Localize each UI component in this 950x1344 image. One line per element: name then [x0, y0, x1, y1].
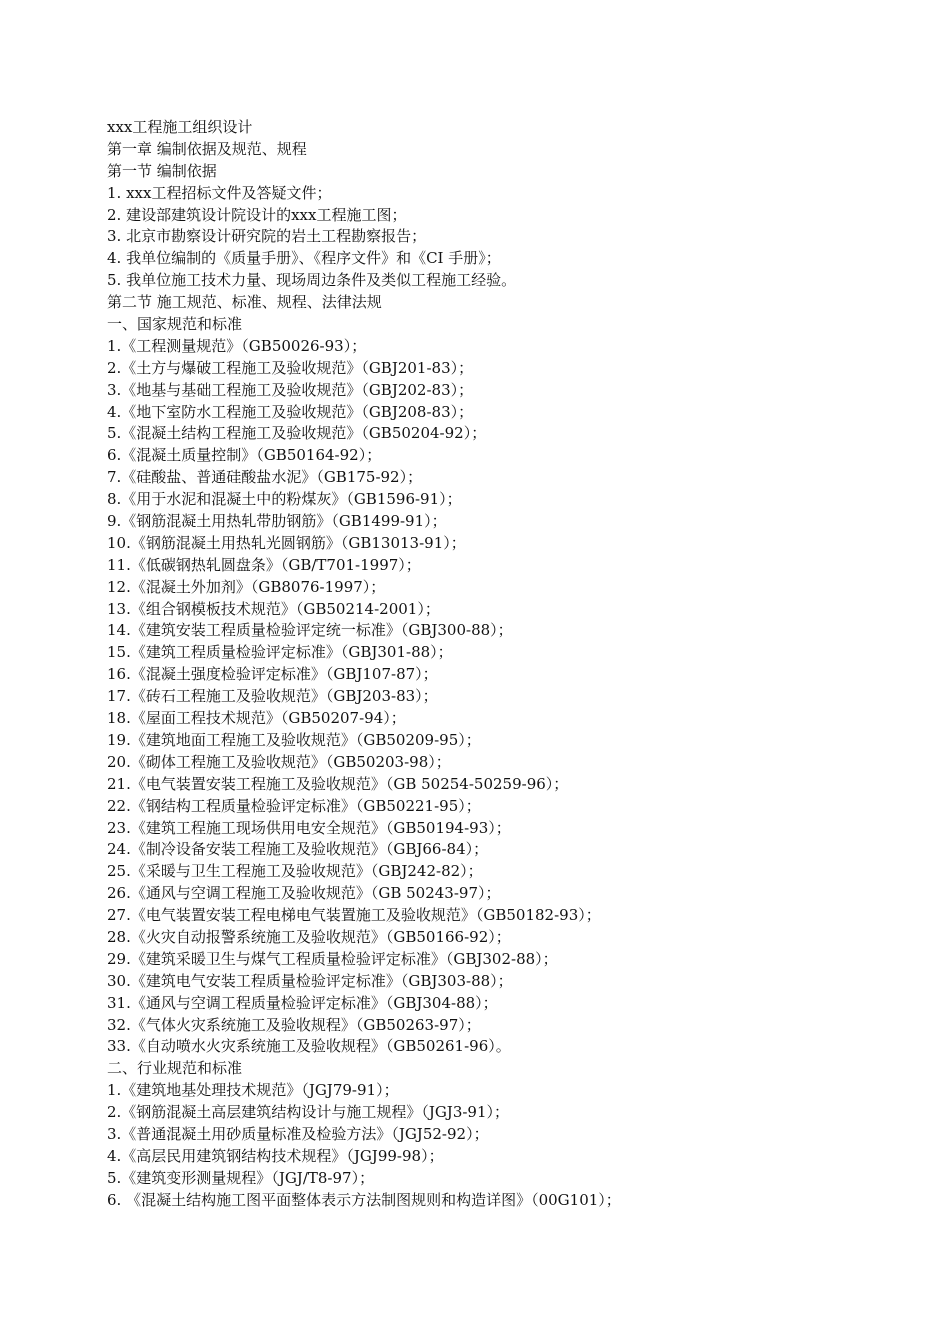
industry-standards-list: [107, 1080, 927, 1211]
national-standard-item: 12.《混凝土外加剂》（GB8076-1997）；: [107, 577, 386, 596]
national-standard-item: 33.《自动喷水火灾系统施工及验收规程》（GB50261-96）。: [107, 1037, 511, 1056]
section-title-basis: 第一节 编制依据: [107, 161, 217, 180]
national-standard-item: 22.《钢结构工程质量检验评定标准》（GB50221-95）；: [107, 796, 481, 815]
national-standard-item: 14.《建筑安装工程质量检验评定统一标准》（GBJ300-88）；: [107, 621, 513, 640]
national-standard-item: 16.《混凝土强度检验评定标准》（GBJ107-87）；: [107, 665, 438, 684]
national-standard-item: 20.《砌体工程施工及验收规范》（GB50203-98）；: [107, 752, 451, 771]
national-standard-item: 30.《建筑电气安装工程质量检验评定标准》（GBJ303-88）；: [107, 971, 513, 990]
national-standard-item: 29.《建筑采暖卫生与煤气工程质量检验评定标准》（GBJ302-88）；: [107, 949, 558, 968]
document-body: [107, 117, 927, 1212]
national-standard-item: 2.《土方与爆破工程施工及验收规范》（GBJ201-83）；: [107, 358, 474, 377]
section-title-standards: 第二节 施工规范、标准、规程、法律法规: [107, 293, 382, 312]
national-standard-item: 32.《气体火灾系统施工及验收规程》（GB50263-97）；: [107, 1015, 481, 1034]
national-standard-item: 18.《屋面工程技术规范》（GB50207-94）；: [107, 709, 406, 728]
industry-standard-item: 5.《建筑变形测量规程》（JGJ/T8-97）；: [107, 1168, 375, 1187]
basis-list: [107, 183, 927, 292]
national-standard-item: 31.《通风与空调工程质量检验评定标准》（GBJ304-88）；: [107, 993, 498, 1012]
national-standard-item: 26.《通风与空调工程施工及验收规范》（GB 50243-97）；: [107, 884, 501, 903]
national-standard-item: 6.《混凝土质量控制》（GB50164-92）；: [107, 446, 382, 465]
national-standards-list: [107, 336, 927, 1058]
national-standard-item: 24.《制冷设备安装工程施工及验收规范》（GBJ66-84）；: [107, 840, 489, 859]
industry-standard-item: 6. 《混凝土结构施工图平面整体表示方法制图规则和构造详图》（00G101）；: [107, 1190, 621, 1209]
national-standard-item: 21.《电气装置安装工程施工及验收规范》（GB 50254-50259-96）；: [107, 774, 569, 793]
national-standard-item: 28.《火灾自动报警系统施工及验收规范》（GB50166-92）；: [107, 927, 511, 946]
basis-item: 1. xxx工程招标文件及答疑文件；: [107, 183, 332, 202]
national-standard-item: 15.《建筑工程质量检验评定标准》（GBJ301-88）；: [107, 643, 453, 662]
national-standard-item: 17.《砖石工程施工及验收规范》（GBJ203-83）；: [107, 687, 438, 706]
national-standard-item: 3.《地基与基础工程施工及验收规范》（GBJ202-83）；: [107, 380, 474, 399]
national-standard-item: 4.《地下室防水工程施工及验收规范》（GBJ208-83）；: [107, 402, 474, 421]
industry-standard-item: 1.《建筑地基处理技术规范》（JGJ79-91）；: [107, 1081, 399, 1100]
national-standard-item: 8.《用于水泥和混凝土中的粉煤灰》（GB1596-91）；: [107, 490, 462, 509]
national-standard-item: 9.《钢筋混凝土用热轧带肋钢筋》（GB1499-91）；: [107, 512, 447, 531]
industry-standard-item: 2.《钢筋混凝土高层建筑结构设计与施工规程》（JGJ3-91）；: [107, 1103, 510, 1122]
document-title: xxx工程施工组织设计: [107, 118, 253, 136]
national-standards-heading: 一、国家规范和标准: [107, 315, 243, 334]
national-standard-item: 23.《建筑工程施工现场供用电安全规范》（GB50194-93）；: [107, 818, 511, 837]
chapter-title: 第一章 编制依据及规范、规程: [107, 139, 307, 158]
basis-item: 5. 我单位施工技术力量、现场周边条件及类似工程施工经验。: [107, 271, 517, 290]
national-standard-item: 1.《工程测量规范》（GB50026-93）；: [107, 336, 367, 355]
basis-item: 2. 建设部建筑设计院设计的xxx工程施工图；: [107, 205, 407, 224]
national-standard-item: 7.《硅酸盐、普通硅酸盐水泥》（GB175-92）；: [107, 468, 423, 487]
national-standard-item: 11.《低碳钢热轧圆盘条》（GB/T701-1997）；: [107, 555, 421, 574]
national-standard-item: 19.《建筑地面工程施工及验收规范》（GB50209-95）；: [107, 730, 481, 749]
national-standard-item: 27.《电气装置安装工程电梯电气装置施工及验收规范》（GB50182-93）；: [107, 906, 601, 925]
industry-standard-item: 4.《高层民用建筑钢结构技术规程》（JGJ99-98）；: [107, 1146, 444, 1165]
national-standard-item: 10.《钢筋混凝土用热轧光圆钢筋》（GB13013-91）；: [107, 533, 466, 552]
basis-item: 3. 北京市勘察设计研究院的岩土工程勘察报告；: [107, 227, 427, 246]
national-standard-item: 5.《混凝土结构工程施工及验收规范》（GB50204-92）；: [107, 424, 487, 443]
industry-standards-heading: 二、行业规范和标准: [107, 1059, 243, 1078]
basis-item: 4. 我单位编制的《质量手册》、《程序文件》和《CI 手册》；: [107, 249, 501, 268]
national-standard-item: 13.《组合钢模板技术规范》（GB50214-2001）；: [107, 599, 440, 618]
national-standard-item: 25.《采暖与卫生工程施工及验收规范》（GBJ242-82）；: [107, 862, 483, 881]
industry-standard-item: 3.《普通混凝土用砂质量标准及检验方法》（JGJ52-92）；: [107, 1124, 489, 1143]
